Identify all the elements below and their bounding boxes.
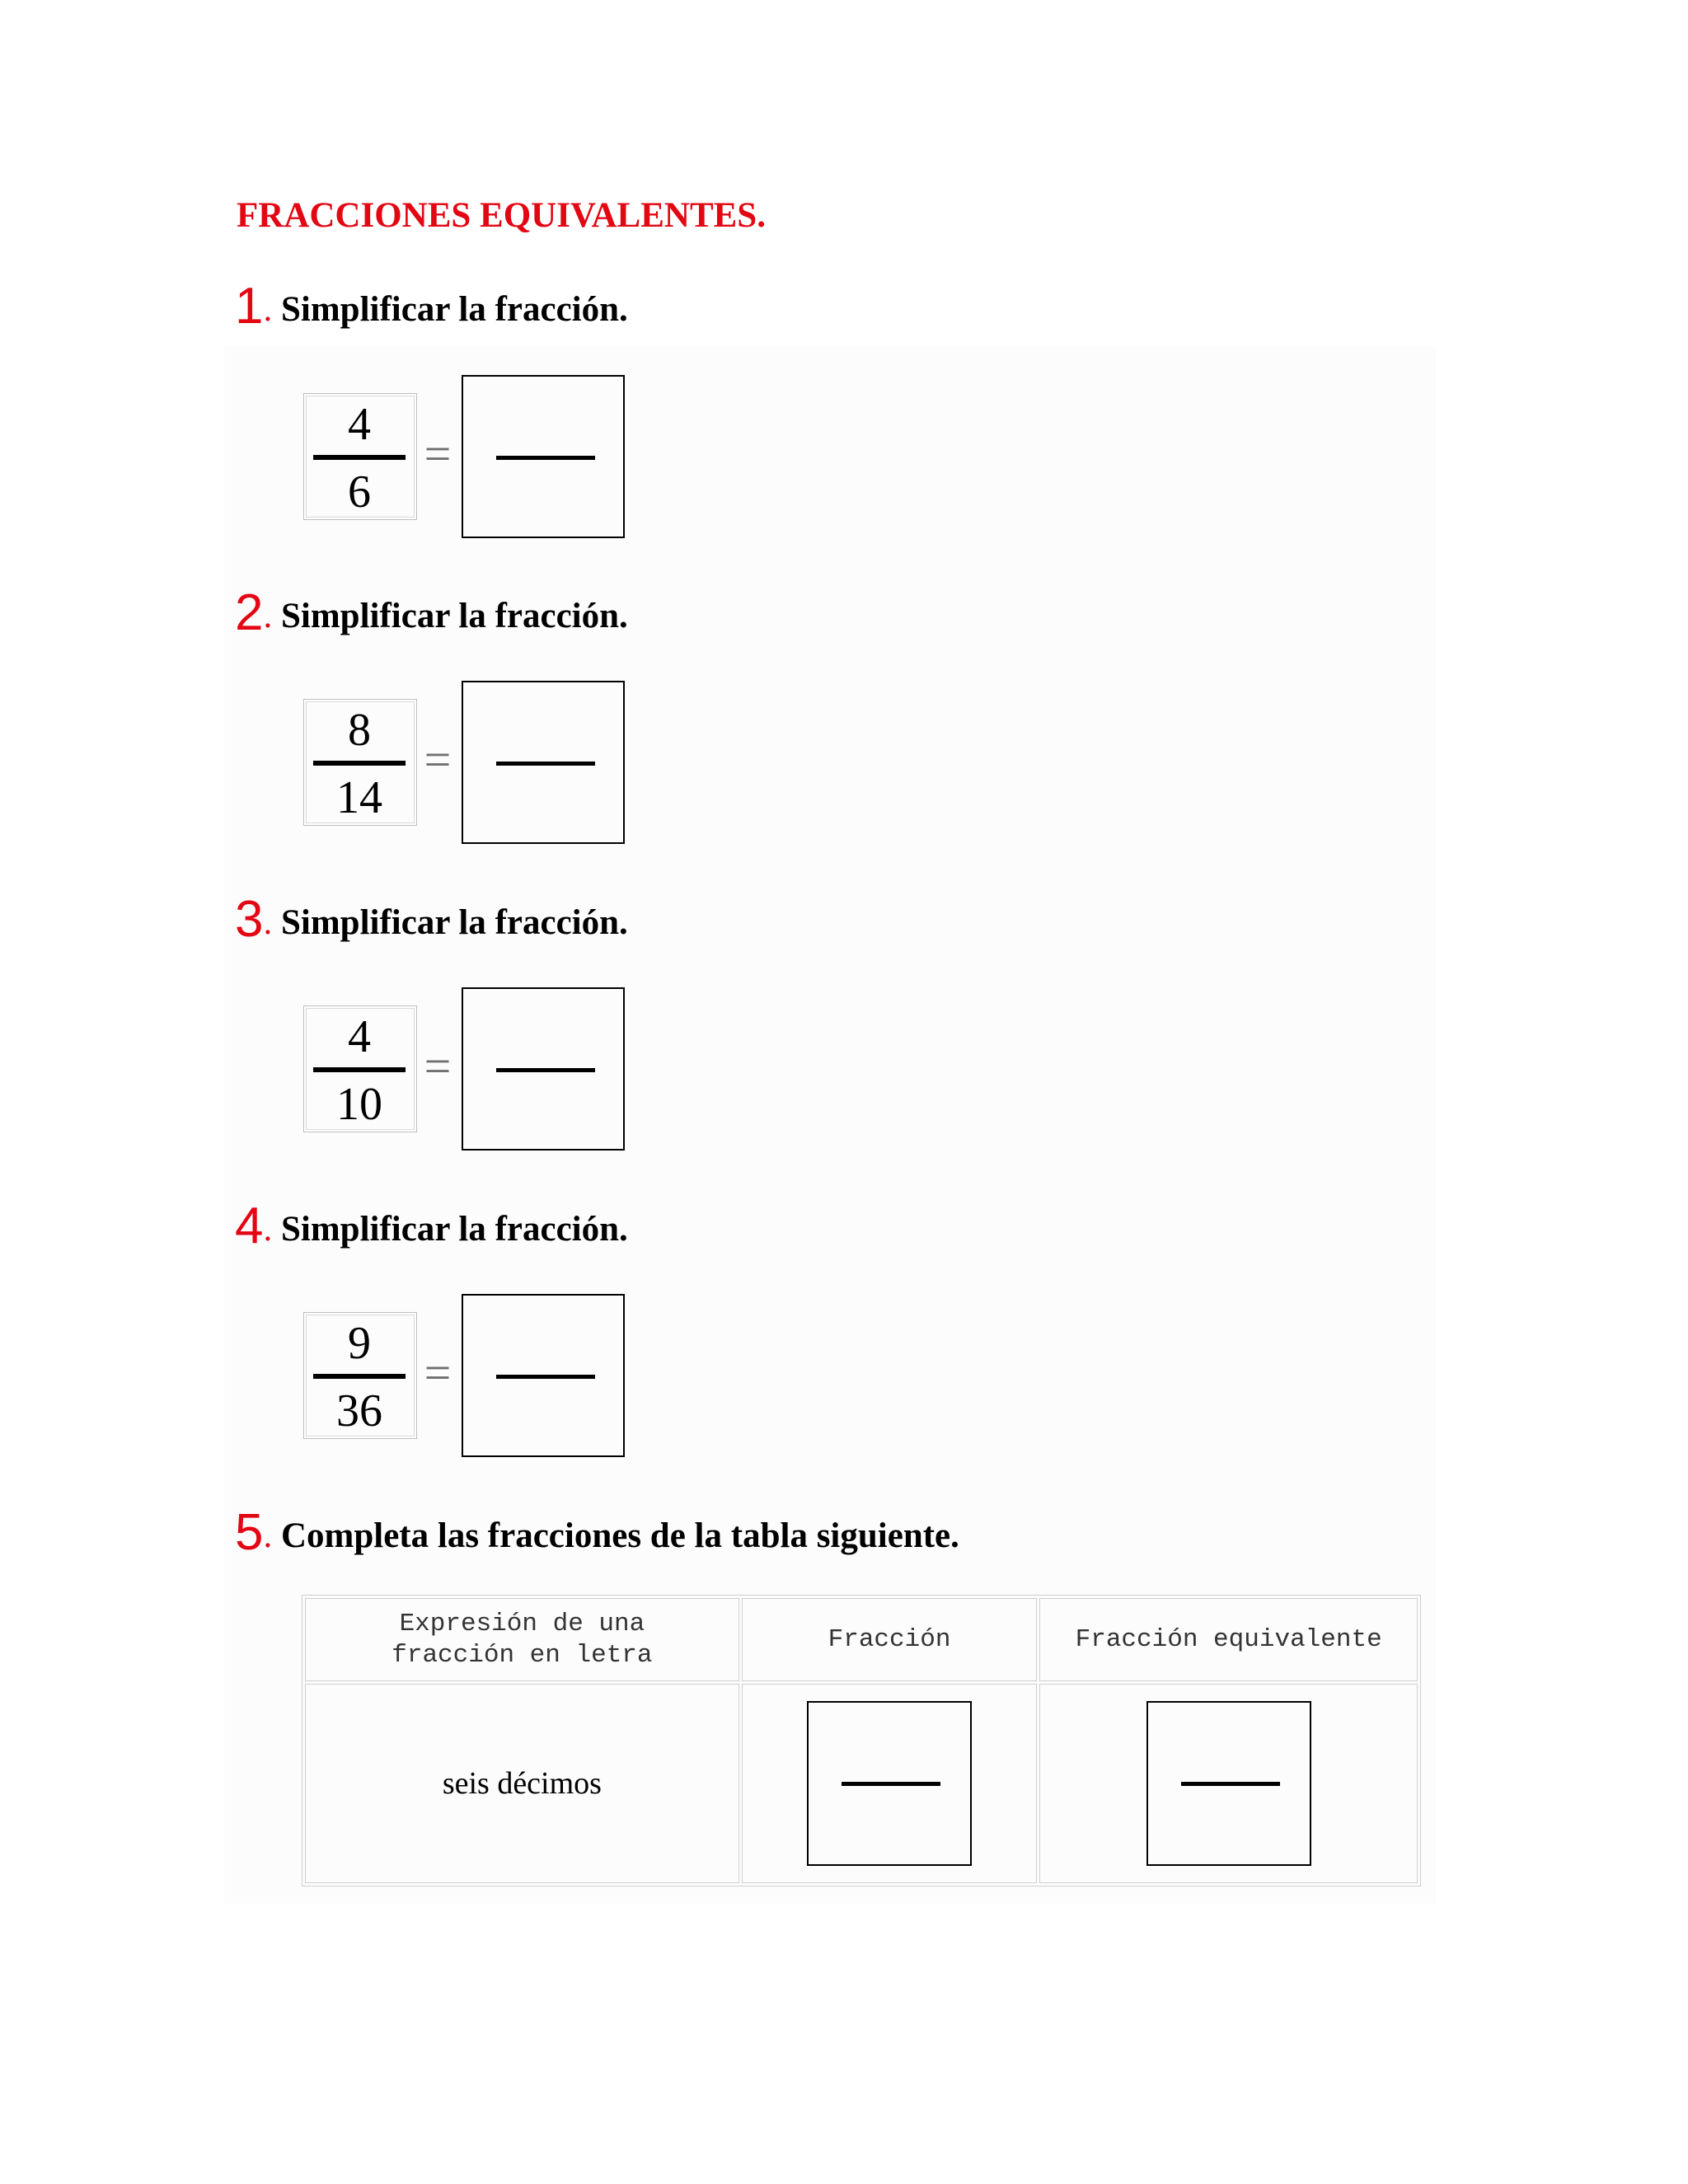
fraction-cell: [742, 1684, 1038, 1883]
exercise-2-fraction: [302, 681, 631, 850]
table-row: [305, 1684, 1418, 1883]
fraction-bar: [313, 761, 406, 766]
answer-fraction-bar: [842, 1782, 940, 1786]
answer-fraction-bar: [496, 456, 595, 460]
column-header-expression: Expresión de una fracción en letra: [305, 1598, 739, 1681]
exercise-number: 4: [235, 1197, 264, 1254]
equals-sign: =: [424, 1039, 452, 1093]
answer-box[interactable]: [462, 681, 625, 844]
answer-box[interactable]: [462, 987, 625, 1151]
table-header-row: [305, 1598, 1418, 1681]
equals-sign: =: [424, 427, 452, 480]
exercise-instruction: Completa las fracciones de la tabla siguiente.: [280, 1516, 959, 1555]
fraction-bar: [313, 455, 406, 460]
numerator: 4: [348, 399, 371, 450]
column-header-equivalent: Fracción equivalente: [1039, 1598, 1418, 1681]
fraction-answer-box[interactable]: [807, 1701, 972, 1866]
equals-sign: =: [424, 1346, 452, 1399]
exercise-1-heading: 1. Simplificar la fracción.: [235, 278, 628, 335]
exercise-3-heading: 3. Simplificar la fracción.: [235, 891, 628, 948]
exercise-instruction: Simplificar la fracción.: [280, 597, 628, 635]
fraction-bar: [313, 1374, 406, 1379]
equivalent-fraction-answer-box[interactable]: [1146, 1701, 1311, 1866]
column-header-fraction: Fracción: [742, 1598, 1038, 1681]
denominator: 14: [336, 772, 382, 823]
denominator: 36: [336, 1385, 382, 1436]
numerator: 8: [348, 705, 371, 756]
numerator: 4: [348, 1011, 371, 1062]
exercise-4-heading: 4. Simplificar la fracción.: [235, 1197, 628, 1254]
exercise-number: 5: [235, 1504, 264, 1561]
exercise-5-heading: 5. Completa las fracciones de la tabla siguiente.: [235, 1504, 959, 1561]
answer-box[interactable]: [462, 1294, 625, 1457]
denominator: 10: [336, 1079, 382, 1130]
denominator: 6: [348, 466, 371, 518]
exercise-number: 2: [235, 584, 264, 641]
answer-box[interactable]: [462, 375, 625, 538]
exercise-instruction: Simplificar la fracción.: [280, 903, 628, 942]
expression-cell: seis décimos: [305, 1684, 739, 1883]
exercise-number: 1: [235, 278, 264, 335]
exercise-instruction: Simplificar la fracción.: [280, 1210, 628, 1249]
exercise-instruction: Simplificar la fracción.: [280, 290, 628, 329]
equivalent-fraction-cell: [1039, 1684, 1418, 1883]
answer-fraction-bar: [496, 762, 595, 766]
page-title: FRACCIONES EQUIVALENTES.: [237, 196, 766, 235]
exercise-2-heading: 2. Simplificar la fracción.: [235, 584, 628, 641]
exercise-1-fraction: [302, 375, 631, 544]
exercise-4-fraction: [302, 1294, 631, 1463]
answer-fraction-bar: [496, 1375, 595, 1379]
answer-fraction-bar: [496, 1068, 595, 1072]
equals-sign: =: [424, 733, 452, 786]
fractions-table: [302, 1595, 1421, 1886]
exercise-number: 3: [235, 891, 264, 948]
exercise-3-fraction: [302, 987, 631, 1156]
numerator: 9: [348, 1318, 371, 1369]
answer-fraction-bar: [1181, 1782, 1280, 1786]
fraction-bar: [313, 1067, 406, 1072]
